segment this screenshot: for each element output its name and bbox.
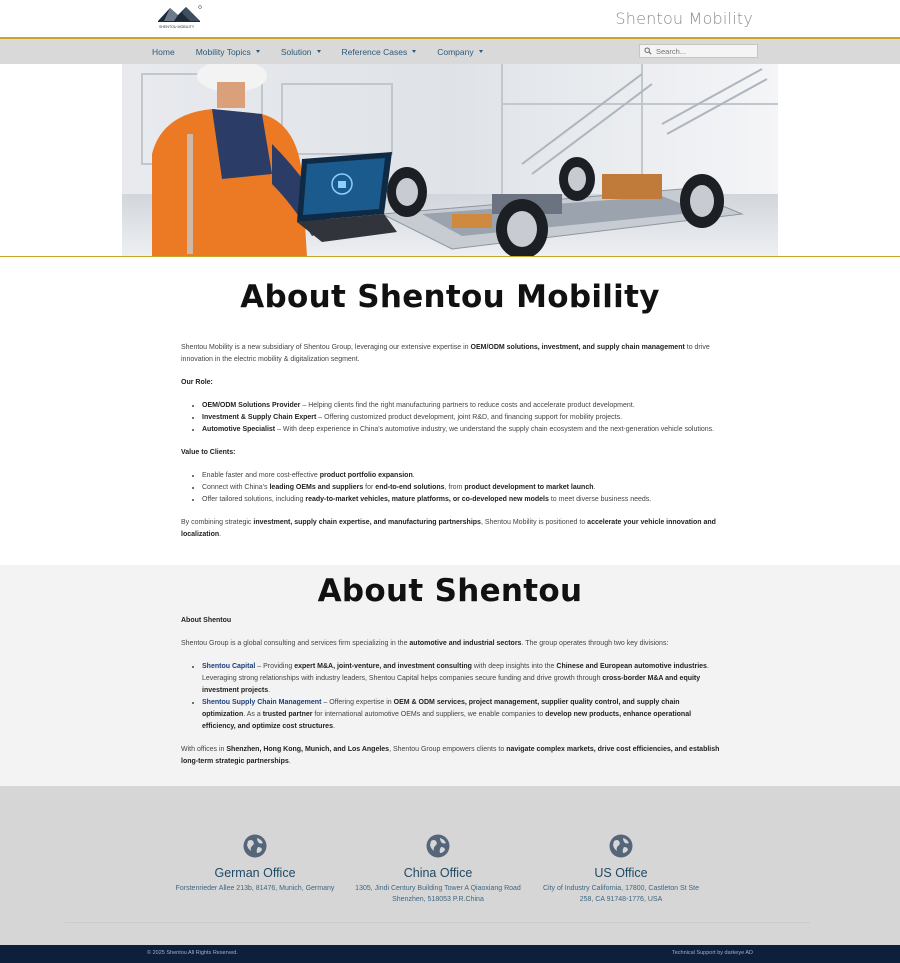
intro-paragraph: Shentou Mobility is a new subsidiary of Shentou Group, leveraging our extensive expertise in OEM/ODM solutions, investment, and supply chain management to drive innovation in the electric mobility & digitalization segment. bbox=[181, 344, 710, 363]
values-list bbox=[202, 470, 721, 506]
list-item: • Shentou Supply Chain Management – Offering expertise in OEM & ODM services, project management, supplier quality control, and supply chain optimization. As a trusted partner for international automotive OEMs and suppliers, we enable companies to develop new products, enhance operational efficiency, and optimize cost structures. bbox=[202, 697, 721, 733]
about-mobility-title: About Shentou Mobility bbox=[240, 279, 660, 315]
list-item: • Investment & Supply Chain Expert – Offering customized product development, joint R&D, and financing support for mobility projects. bbox=[202, 412, 721, 424]
list-item: • Shentou Capital – Providing expert M&A, joint-venture, and investment consulting with deep insights into the Chinese and European automotive industries. Leveraging strong relationships with industry leaders, Shentou Capital helps companies secure funding and drive growth through cross-border M&A and equity investment projects. bbox=[202, 661, 721, 697]
logo[interactable] bbox=[156, 3, 204, 31]
about-mobility-content bbox=[181, 342, 721, 541]
svg-text:SHENTOU MOBILITY: SHENTOU MOBILITY bbox=[159, 25, 195, 29]
list-item: • Connect with China's leading OEMs and suppliers for end-to-end solutions, from product development to market launch. bbox=[202, 482, 721, 494]
office-address: City of Industry California, 17800, Castleton St Ste 258, CA 91748-1776, USA bbox=[542, 885, 700, 903]
about-group-content bbox=[181, 615, 721, 768]
globe-icon bbox=[243, 834, 267, 858]
globe-icon bbox=[609, 834, 633, 858]
search-icon bbox=[644, 47, 652, 55]
about-mobility-section bbox=[0, 257, 900, 565]
divisions-list bbox=[202, 661, 721, 733]
hero-banner bbox=[0, 64, 900, 257]
list-item: • Enable faster and more cost-effective product portfolio expansion. bbox=[202, 470, 721, 482]
nav-item-mobility-topics[interactable]: Mobility Topics bbox=[190, 47, 266, 57]
office-us bbox=[521, 834, 721, 905]
chevron-down-icon bbox=[479, 50, 483, 53]
chevron-down-icon bbox=[317, 50, 321, 53]
main-navigation bbox=[0, 37, 900, 64]
nav-item-company[interactable]: Company bbox=[431, 47, 488, 57]
footer bbox=[0, 945, 900, 963]
about-group-title: About Shentou bbox=[317, 573, 583, 609]
office-address: 1305, Jindi Century Building Tower A Qiaoxiang Road Shenzhen, 518053 P.R.China bbox=[355, 885, 521, 903]
brand-title: Shentou Mobility bbox=[615, 9, 753, 28]
technical-support-link[interactable]: Technical Support by darkeye AD bbox=[671, 950, 753, 956]
roles-list bbox=[202, 400, 721, 436]
search-box[interactable] bbox=[639, 44, 758, 58]
shentou-scm-link[interactable]: Shentou Supply Chain Management bbox=[202, 699, 322, 706]
offices-section bbox=[0, 786, 900, 945]
nav-item-solution[interactable]: Solution bbox=[275, 47, 327, 57]
search-input[interactable] bbox=[656, 47, 756, 56]
office-german bbox=[155, 834, 355, 894]
office-title: US Office bbox=[594, 866, 648, 880]
copyright-text: © 2025 Shentou All Rights Reserved. bbox=[147, 950, 238, 956]
group-intro-paragraph: Shentou Group is a global consulting and services firm specializing in the automotive and industrial sectors. The group operates through two key divisions: bbox=[181, 640, 669, 647]
globe-icon bbox=[426, 834, 450, 858]
hero-image bbox=[122, 64, 778, 257]
office-title: China Office bbox=[403, 866, 473, 880]
divider bbox=[65, 922, 810, 923]
group-closing-paragraph: With offices in Shenzhen, Hong Kong, Munich, and Los Angeles, Shentou Group empowers clients to navigate complex markets, drive cost efficiencies, and establish long-term strategic partnerships. bbox=[181, 746, 720, 765]
chevron-down-icon bbox=[256, 50, 260, 53]
shentou-capital-link[interactable]: Shentou Capital bbox=[202, 663, 256, 670]
nav-item-home[interactable]: Home bbox=[152, 46, 175, 57]
office-china bbox=[338, 834, 538, 905]
about-group-section bbox=[0, 565, 900, 786]
value-heading: Value to Clients: bbox=[181, 449, 236, 456]
list-item: • Offer tailored solutions, including ready-to-market vehicles, mature platforms, or co-developed new models to meet diverse business needs. bbox=[202, 494, 721, 506]
list-item: • Automotive Specialist – With deep experience in China's automotive industry, we understand the supply chain ecosystem and the next-generation vehicle solutions. bbox=[202, 424, 721, 436]
chevron-down-icon bbox=[412, 50, 416, 53]
office-title: German Office bbox=[214, 866, 296, 880]
role-heading: Our Role: bbox=[181, 379, 213, 386]
nav-item-reference-cases[interactable]: Reference Cases bbox=[336, 47, 423, 57]
list-item: • OEM/ODM Solutions Provider – Helping clients find the right manufacturing partners to reduce costs and accelerate product development. bbox=[202, 400, 721, 412]
about-group-subheading: About Shentou bbox=[181, 617, 232, 624]
office-address: Forstenrieder Allee 213b, 81476, Munich, Germany bbox=[175, 885, 335, 892]
nav-list bbox=[146, 39, 498, 64]
closing-paragraph: By combining strategic investment, supply chain expertise, and manufacturing partnerships, Shentou Mobility is positioned to accelerate your vehicle innovation and localization. bbox=[181, 519, 716, 538]
header bbox=[0, 0, 900, 37]
